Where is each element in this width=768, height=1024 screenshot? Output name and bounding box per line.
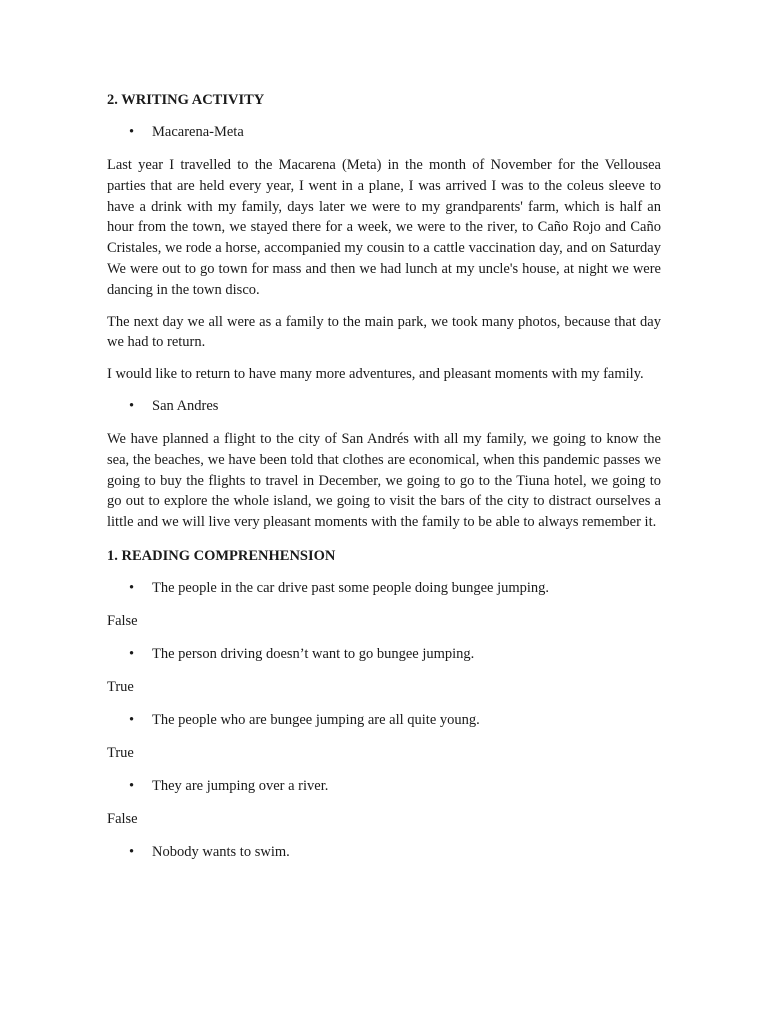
paragraph-macarena-trip: Last year I travelled to the Macarena (Meta) in the month of November for the Vellousea parties that are held every year, I went in a plane, I was arrived I was to the coleus sleeve to have a drink with my family, days later we were to my grandparents' farm, which is half an hour from the town, we stayed there for a week, we were to the river, to Caño Rojo and Caño Cristales, we rode a horse, accompanied my cousin to a cattle vaccination day, and on Saturday We were out to go town for mass and then we had lunch at my uncle's house, at night we were dancing in the town disco. — [107, 157, 661, 298]
reading-statement — [107, 644, 661, 665]
bullet-dot: • — [129, 124, 135, 140]
statement-text: The people in the car drive past some people doing bungee jumping. — [152, 579, 550, 596]
bullet-dot: • — [129, 843, 135, 860]
bullet-dot: • — [129, 711, 135, 728]
document-page — [107, 88, 661, 875]
statement-text: Nobody wants to swim. — [152, 843, 290, 860]
paragraph-next-day: The next day we all were as a family to the main park, we took many photos, because that day we had to return. — [107, 313, 661, 351]
reading-statement — [107, 776, 661, 797]
reading-answer: True — [107, 744, 134, 761]
topic-label: San Andres — [152, 397, 219, 414]
bullet-dot: • — [129, 579, 135, 596]
topic-bullet-macarena — [107, 122, 661, 143]
writing-activity-heading: 2. WRITING ACTIVITY — [107, 92, 265, 108]
reading-answer: False — [107, 612, 138, 629]
statement-text: The person driving doesn’t want to go bungee jumping. — [152, 645, 475, 662]
bullet-dot: • — [129, 645, 135, 662]
reading-answer: True — [107, 678, 134, 695]
reading-statement — [107, 842, 661, 863]
bullet-dot: • — [129, 777, 135, 794]
reading-statement — [107, 578, 661, 599]
paragraph-return-wish: I would like to return to have many more adventures, and pleasant moments with my family. — [107, 366, 644, 383]
reading-statement — [107, 710, 661, 731]
bullet-dot: • — [129, 397, 135, 414]
statement-text: The people who are bungee jumping are all quite young. — [152, 711, 480, 728]
topic-bullet-san-andres — [107, 396, 661, 417]
topic-label: Macarena-Meta — [152, 124, 244, 140]
paragraph-san-andres-plan: We have planned a flight to the city of San Andrés with all my family, we going to know the sea, the beaches, we have been told that clothes are economical, when this pandemic passes we going to buy the flights to travel in December, we going to go to the Tiuna hotel, we going to go out to explore the whole island, we going to visit the bars of the city to distract ourselves a little and we will live very pleasant moments with the family to be able to always remember it. — [107, 430, 661, 531]
statement-text: They are jumping over a river. — [152, 777, 329, 794]
reading-answer: False — [107, 810, 138, 827]
reading-comprehension-heading: 1. READING COMPRENHENSION — [107, 547, 336, 564]
